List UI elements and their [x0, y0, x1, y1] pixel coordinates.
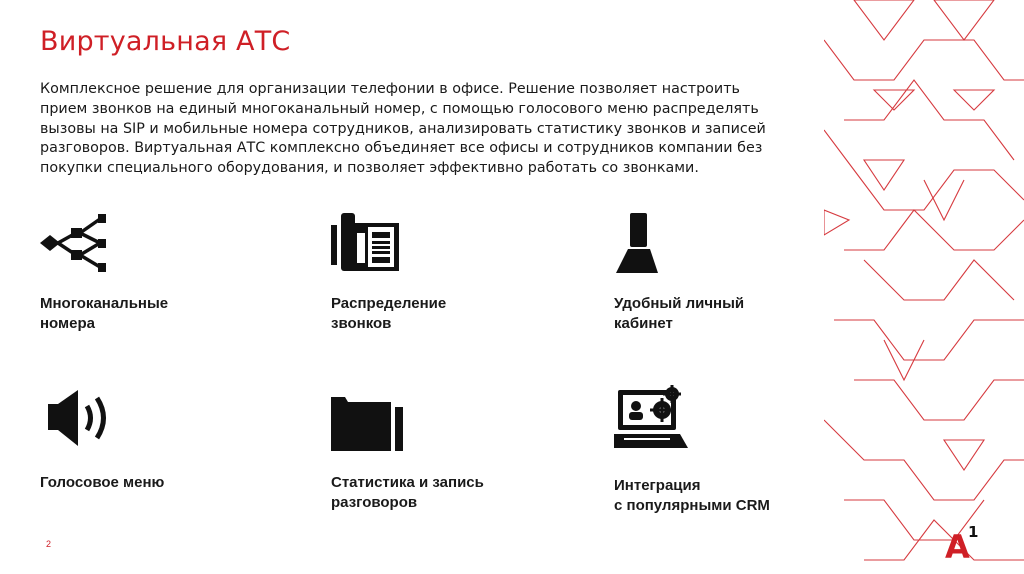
- logo-letter: A: [945, 528, 970, 560]
- intro-line: покупки специального оборудования, и позволяет эффективно работать со звонками.: [40, 160, 699, 177]
- slide-title: Виртуальная АТС: [40, 26, 291, 57]
- a1-logo: [945, 522, 981, 560]
- feature-label: Голосовое меню: [40, 474, 165, 491]
- intro-line: вызовы на SIP и мобильные номера сотрудников, анализировать статистику звонков и записей: [40, 120, 766, 137]
- feature-label: Удобный личный кабинет: [614, 295, 745, 332]
- decorative-pattern: [824, 0, 1024, 574]
- laptop-gears-icon: [614, 380, 694, 450]
- feature-label: Интеграция с популярными CRM: [614, 477, 770, 514]
- feature-label: Статистика и запись разговоров: [331, 474, 484, 511]
- speaker-icon: [40, 390, 120, 460]
- folder-icon: [331, 395, 411, 465]
- page-number: 2: [46, 539, 52, 549]
- network-branch-icon: [40, 213, 120, 283]
- feature-label: Многоканальные номера: [40, 295, 169, 332]
- intro-line: прием звонков на единый многоканальный номер, с помощью голосового меню распределять: [40, 100, 759, 117]
- logo-superscript: 1: [968, 523, 979, 541]
- intro-paragraph: [40, 80, 780, 179]
- intro-line: Комплексное решение для организации телефонии в офисе. Решение позволяет настроить: [40, 81, 740, 97]
- intro-line: разговоров. Виртуальная АТС комплексно объединяет все офисы и сотрудников компании без: [40, 140, 763, 157]
- phone-distribution-icon: [331, 213, 411, 283]
- user-cabinet-icon: [614, 213, 694, 283]
- feature-label: Распределение звонков: [331, 295, 447, 332]
